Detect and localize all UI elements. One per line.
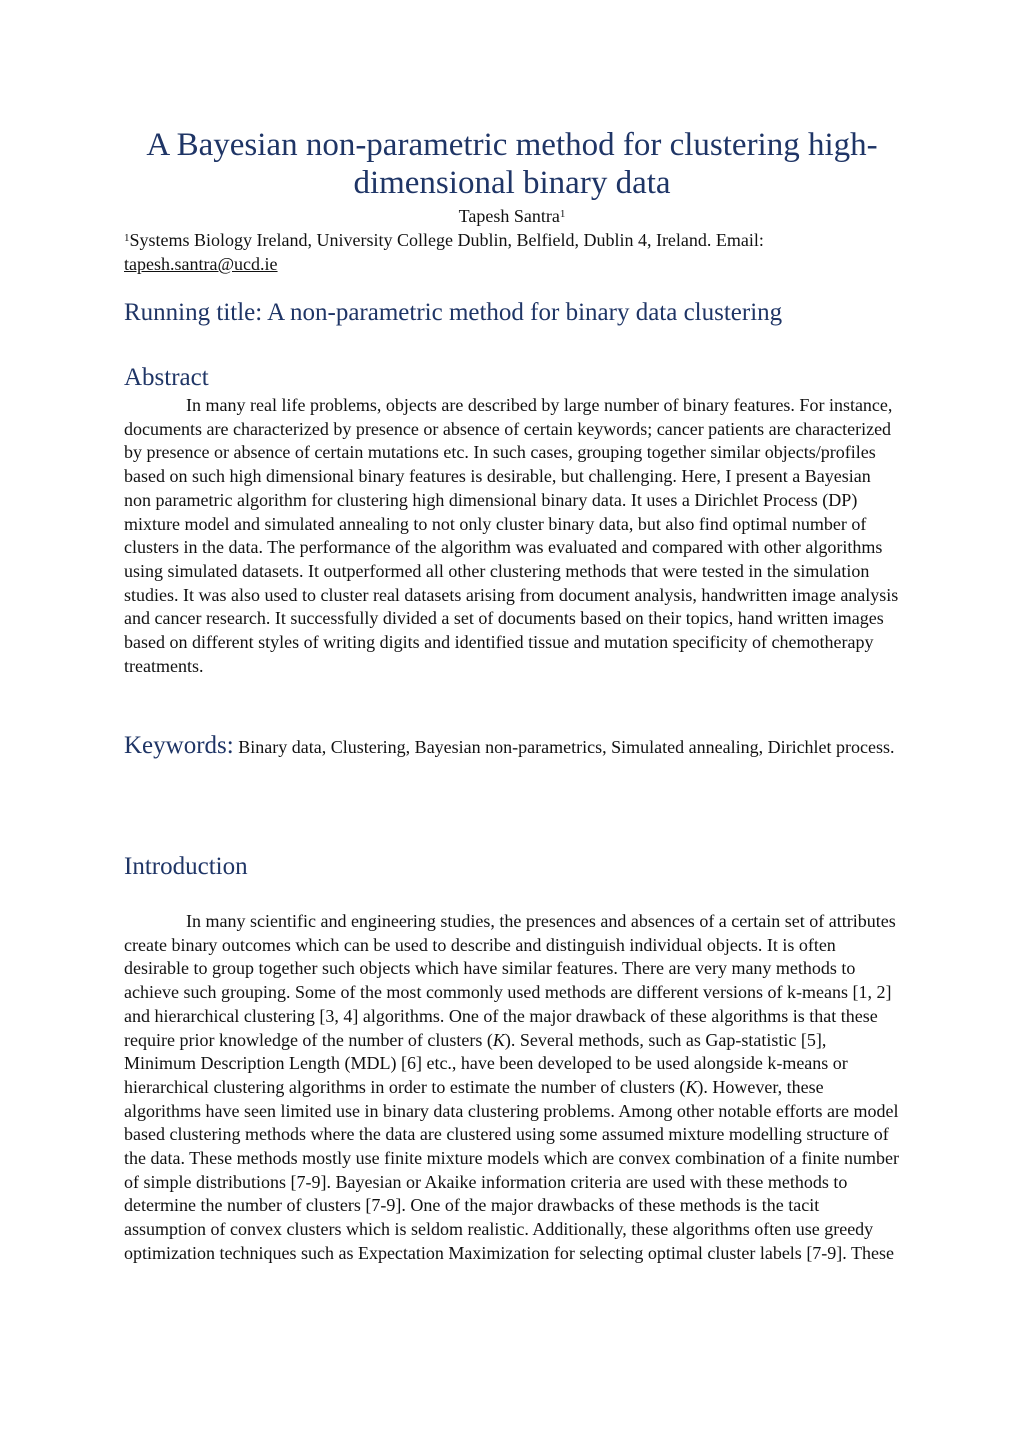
keywords-text: Binary data, Clustering, Bayesian non-parametrics, Simulated annealing, Dirichlet process. bbox=[233, 737, 895, 757]
intro-part-2: ). Several methods, such as Gap-statistic [5], Minimum Description Length (MDL) [6] etc., have been developed to be used alongside k-means or hierarchical clustering algorithms in order to estimate the number of clusters ( bbox=[124, 1029, 848, 1097]
abstract-text: In many real life problems, objects are described by large number of binary features. For instance, documents are characterized by presence or absence of certain keywords; cancer patients are characterized by presence or absence of certain mutations etc. In such cases, grouping together similar objects/profiles based on such high dimensional binary features is desirable, but challenging. Here, I present a Bayesian non parametric algorithm for clustering high dimensional binary data. It uses a Dirichlet Process (DP) mixture model and simulated annealing to not only cluster binary data, but also find optimal number of clusters in the data. The performance of the algorithm was evaluated and compared with other algorithms using simulated datasets. It outperformed all other clustering methods that were tested in the simulation studies. It was also used to cluster real datasets arising from document analysis, handwritten image analysis and cancer research. It successfully divided a set of documents based on their topics, hand written images based on different styles of writing digits and identified tissue and mutation specificity of chemotherapy treatments. bbox=[124, 395, 899, 676]
keywords-label: Keywords: bbox=[124, 732, 234, 759]
affiliation-text: Systems Biology Ireland, University College Dublin, Belfield, Dublin 4, Ireland. Email: bbox=[129, 230, 764, 250]
running-title: Running title: A non-parametric method for binary data clustering bbox=[124, 299, 783, 326]
author-name: Tapesh Santra bbox=[458, 206, 560, 226]
introduction-text bbox=[124, 910, 900, 1266]
author-sup: 1 bbox=[559, 208, 566, 220]
keywords bbox=[124, 733, 900, 760]
author-line bbox=[124, 205, 900, 227]
intro-part-3: ). However, these algorithms have seen limited use in binary data clustering problems. Among other notable efforts are model based clustering methods where the data are clustered using some assumed mixture modelling structure of the data. These methods mostly use finite mixture models which are convex combination of a finite number of simple distributions [7-9]. Bayesian or Akaike information criteria are used with these methods to determine the number of clusters [7-9]. One of the major drawbacks of these methods is the tacit assumption of convex clusters which is seldom realistic. Additionally, these algorithms often use greedy optimization techniques such as Expectation Maximization for selecting optimal cluster labels [7-9]. These bbox=[124, 1076, 899, 1263]
intro-k-symbol-2: K bbox=[685, 1076, 698, 1097]
introduction-heading: Introduction bbox=[124, 853, 248, 880]
abstract-heading: Abstract bbox=[124, 364, 209, 391]
affiliation-sup: 1 bbox=[124, 232, 130, 244]
intro-part-1: In many scientific and engineering studies, the presences and absences of a certain set of attributes create binary outcomes which can be used to describe and distinguish individual objects. It is often desirable to group together such objects which have similar features. There are very many methods to achieve such grouping. Some of the most commonly used methods are different versions of k-means [1, 2] and hierarchical clustering [3, 4] algorithms. One of the major drawback of these algorithms is that these require prior knowledge of the number of clusters ( bbox=[124, 911, 896, 1050]
intro-k-symbol-1: K bbox=[492, 1029, 505, 1050]
email-link[interactable]: tapesh.santra@ucd.ie bbox=[124, 254, 278, 274]
paper-title: A Bayesian non-parametric method for clustering high-dimensional binary data bbox=[146, 127, 878, 201]
affiliation bbox=[124, 228, 900, 276]
